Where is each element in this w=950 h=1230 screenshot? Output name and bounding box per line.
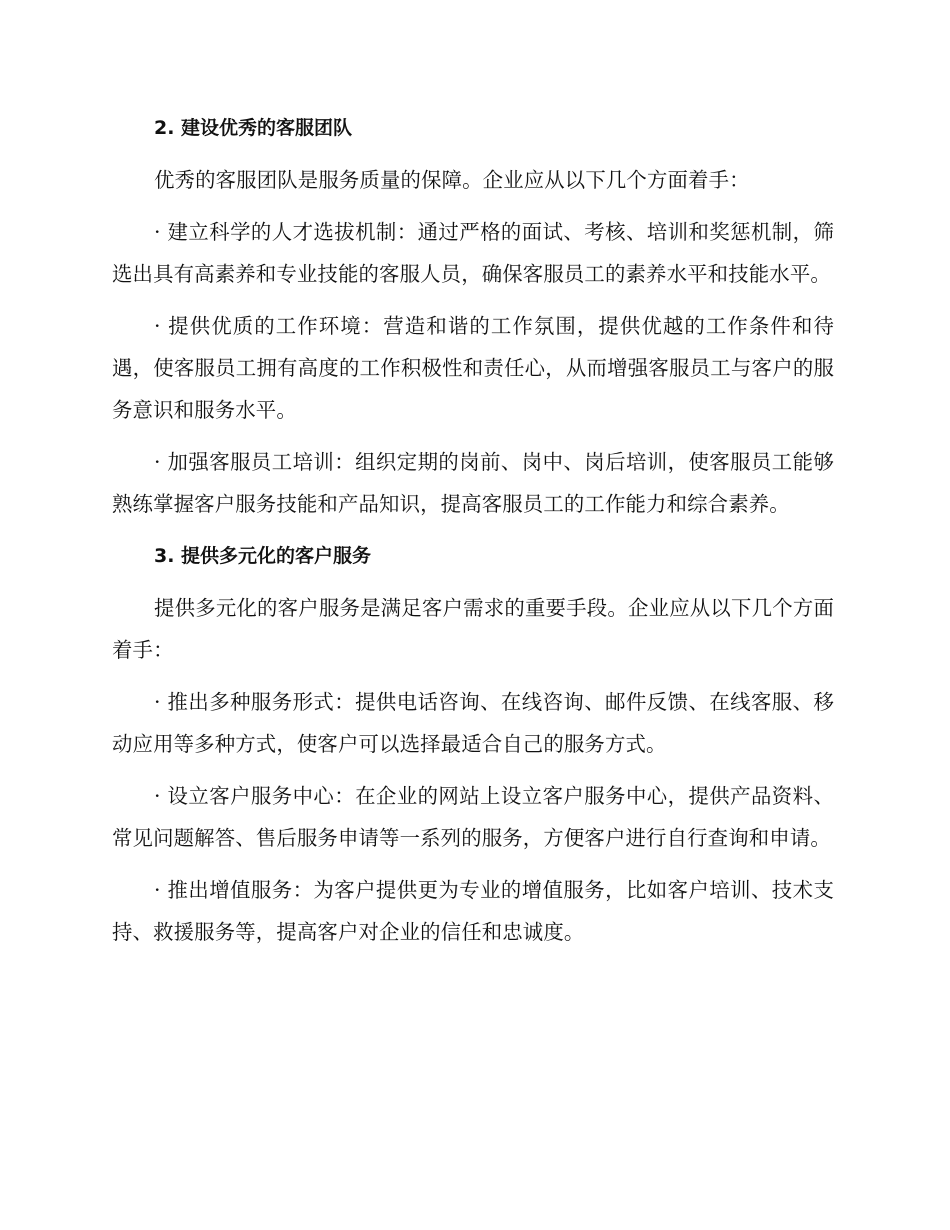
bullet-paragraph: · 推出多种服务形式：提供电话咨询、在线咨询、邮件反馈、在线客服、移动应用等多种方式，使客户可以选择最适合自己的服务方式。 [112,690,834,756]
section-intro-paragraph: 提供多元化的客户服务是满足客户需求的重要手段。企业应从以下几个方面着手： [112,596,834,662]
document-page [112,107,834,963]
bullet-paragraph: · 加强客服员工培训：组织定期的岗前、岗中、岗后培训，使客服员工能够熟练掌握客户服务技能和产品知识，提高客服员工的工作能力和综合素养。 [112,450,834,516]
section-customer-service-team [112,107,834,525]
section-heading: 3. 提供多元化的客户服务 [154,545,372,567]
section-diversified-service [112,535,834,953]
section-intro-paragraph: 优秀的客服团队是服务质量的保障。企业应从以下几个方面着手： [154,168,750,192]
section-heading: 2. 建设优秀的客服团队 [154,117,353,139]
bullet-paragraph: · 设立客户服务中心：在企业的网站上设立客户服务中心，提供产品资料、常见问题解答、售后服务申请等一系列的服务，方便客户进行自行查询和申请。 [112,784,834,850]
bullet-paragraph: · 建立科学的人才选拔机制：通过严格的面试、考核、培训和奖惩机制，筛选出具有高素养和专业技能的客服人员，确保客服员工的素养水平和技能水平。 [112,220,834,286]
bullet-paragraph: · 提供优质的工作环境：营造和谐的工作氛围，提供优越的工作条件和待遇，使客服员工拥有高度的工作积极性和责任心，从而增强客服员工与客户的服务意识和服务水平。 [112,314,834,422]
bullet-paragraph: · 推出增值服务：为客户提供更为专业的增值服务，比如客户培训、技术支持、救援服务等，提高客户对企业的信任和忠诚度。 [112,878,834,944]
